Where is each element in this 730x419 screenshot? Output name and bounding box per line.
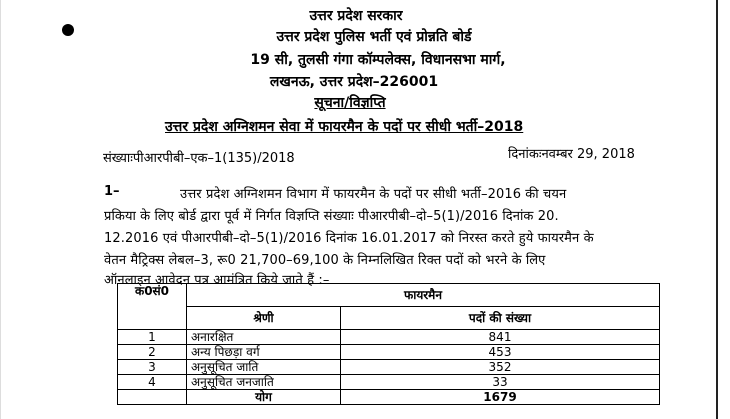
paragraph-line: प्रकिया के लिए बोर्ड द्वारा पूर्व में निर्गत विज्ञप्ति संख्याः पीआरपीबी–दो–5(1)/2016 दिनांक 20.	[104, 209, 559, 224]
paragraph-line: 12.2016 एवं पीआरपीबी–दो–5(1)/2016 दिनांक 16.01.2017 को निरस्त करते हुये फायरमैन के	[104, 231, 594, 246]
page-edge-left	[0, 0, 1, 419]
serial-header: क0सं0	[118, 284, 187, 330]
header-city: लखनऊ, उत्तर प्रदेश–226001	[269, 74, 439, 90]
table-header-row	[118, 284, 660, 307]
header-board: उत्तर प्रदेश पुलिस भर्ती एवं प्रोन्नति बोर्ड	[276, 29, 472, 45]
header-address: 19 सी, तुलसी गंगा कॉम्पलेक्स, विधानसभा मार्ग,	[250, 52, 506, 68]
total-serial-empty	[118, 390, 187, 405]
row-count: 352	[341, 360, 660, 375]
table-row	[118, 360, 660, 375]
table-row	[118, 375, 660, 390]
row-serial: 2	[118, 345, 187, 360]
table-total-row	[118, 390, 660, 405]
row-count: 33	[341, 375, 660, 390]
paragraph-line: ऑनलाइन आवेदन पत्र आमंत्रित किये जाते हैं :–	[104, 273, 330, 288]
row-count: 453	[341, 345, 660, 360]
vacancy-table	[117, 283, 660, 405]
table-row	[118, 330, 660, 345]
reference-number: संख्याःपीआरपीबी–एक–1(135)/2018	[103, 151, 295, 166]
group-header: फायरमैन	[187, 284, 660, 307]
header-notice-title: सूचना/विज्ञप्ति	[314, 95, 386, 111]
row-serial: 1	[118, 330, 187, 345]
paragraph-line: उत्तर प्रदेश अग्निशमन विभाग में फायरमैन के पदों पर सीधी भर्ती–2016 की चयन	[180, 187, 567, 202]
row-category: अन्य पिछड़ा वर्ग	[187, 345, 341, 360]
table-row	[118, 345, 660, 360]
notice-subject: उत्तर प्रदेश अग्निशमन सेवा में फायरमैन के पदों पर सीधी भर्ती–2018	[165, 119, 524, 135]
header-government: उत्तर प्रदेश सरकार	[309, 8, 403, 24]
row-count: 841	[341, 330, 660, 345]
table-subheader-row	[118, 307, 660, 330]
row-category: अनारक्षित	[187, 330, 341, 345]
row-category: अनुसूचित जाति	[187, 360, 341, 375]
category-header: श्रेणी	[187, 307, 341, 330]
row-serial: 3	[118, 360, 187, 375]
row-category: अनुसूचित जनजाति	[187, 375, 341, 390]
paragraph-line: वेतन मैट्रिक्स लेबल–3, रू0 21,700–69,100 के निम्नलिखित रिक्त पदों को भरने के लिए	[104, 253, 546, 268]
row-serial: 4	[118, 375, 187, 390]
notice-date: दिनांकःनवम्बर 29, 2018	[508, 147, 635, 162]
total-value: 1679	[341, 390, 660, 405]
count-header: पदों की संख्या	[341, 307, 660, 330]
total-label: योग	[187, 390, 341, 405]
paragraph-number: 1–	[104, 184, 120, 199]
